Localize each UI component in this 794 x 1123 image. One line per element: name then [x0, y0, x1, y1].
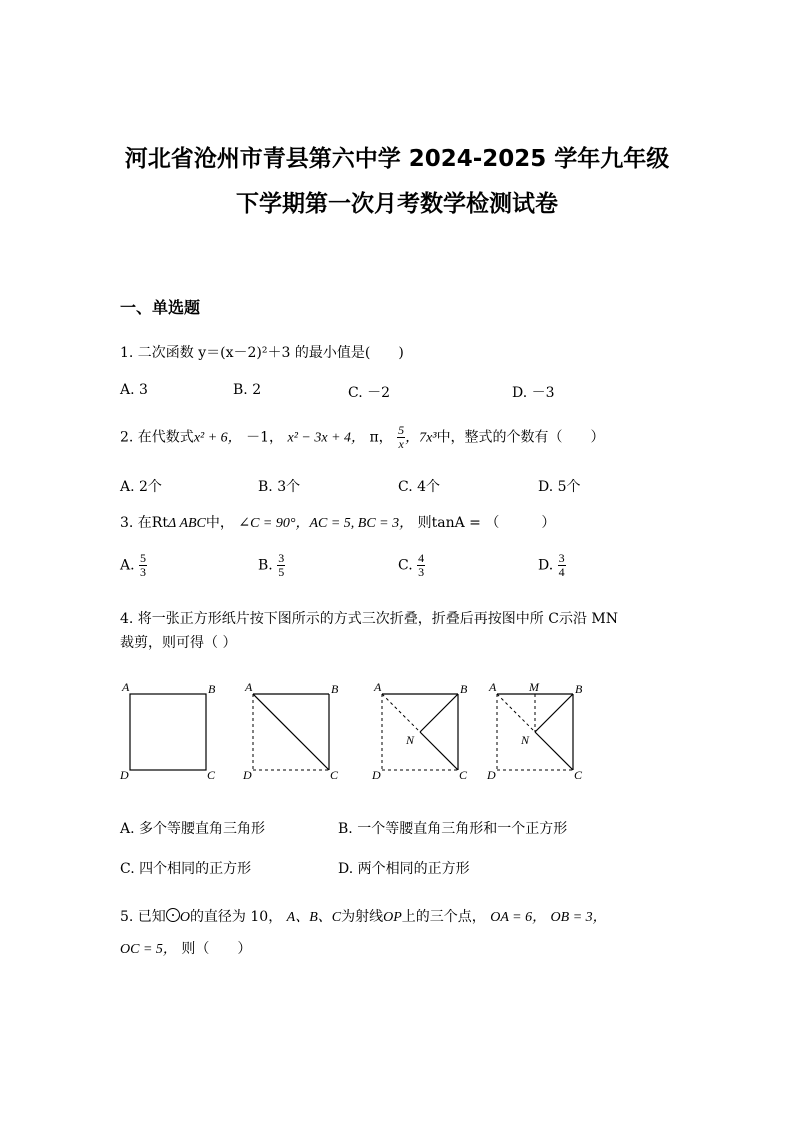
q3-option-b: [258, 552, 285, 579]
q5-prefix: 5. 已知: [120, 909, 166, 925]
circle-dot-icon: [166, 908, 180, 922]
question-2-text: [120, 424, 605, 451]
paper-title-line1: 河北省沧州市青县第六中学 2024-2025 学年九年级: [124, 146, 670, 172]
q3-option-b-fraction: [277, 552, 285, 579]
q3-condition: ∠C = 90°，AC = 5, BC = 3，: [238, 516, 414, 531]
label-m: M: [529, 680, 539, 694]
q3-option-a: [120, 552, 147, 579]
q4-option-d: D. 两个相同的正方形: [338, 861, 470, 877]
edge-nc: [535, 732, 573, 770]
q2-option-c: C. 4个: [398, 479, 441, 495]
label-b: B: [575, 682, 583, 696]
q2-option-a: A. 2个: [120, 479, 162, 495]
q1-option-c: C. －2: [348, 385, 391, 401]
q3-paren: （ ）: [485, 515, 556, 531]
label-n: N: [406, 733, 415, 747]
q5-t2: 为射线: [341, 909, 384, 925]
q3-option-d-fraction: [558, 552, 566, 579]
dashed-an: [382, 694, 420, 732]
q3-option-a-label: A.: [120, 557, 135, 574]
q5-oc: OC = 5，: [120, 942, 177, 957]
fold-figure-2: [241, 678, 346, 783]
question-4-line1: 4. 将一张正方形纸片按下图所示的方式三次折叠，折叠后再按图中所 C示沿 MN: [120, 611, 619, 627]
edge-nb: [535, 694, 573, 732]
q5-t3: 上的三个点，: [401, 909, 486, 925]
q2-option-d: D. 5个: [538, 479, 581, 495]
q3-b-num: 3: [278, 551, 285, 565]
q3-mid: 中，: [205, 515, 234, 531]
q2-suffix: 中，整式的个数有（ ）: [436, 429, 605, 446]
paper-title-line2: 下学期第一次月考数学检测试卷: [236, 191, 558, 217]
label-n: N: [521, 733, 530, 747]
label-d: D: [243, 768, 252, 782]
q5-oa: OA = 6，: [490, 910, 547, 925]
label-c: C: [207, 768, 216, 782]
q3-b-den: 5: [278, 565, 285, 579]
dashed-an: [497, 694, 535, 732]
q2-expr-2: －1，: [246, 429, 284, 446]
q5-op: OP: [383, 910, 402, 925]
label-c: C: [330, 768, 339, 782]
q2-expr-1: x² + 6，: [193, 430, 242, 446]
q1-option-b: B. 2: [233, 382, 262, 398]
fold-diagonal: [253, 694, 329, 770]
label-a: A: [245, 680, 253, 694]
q2-fraction: [397, 424, 405, 451]
label-a: A: [489, 680, 497, 694]
label-b: B: [460, 682, 468, 696]
label-d: D: [120, 768, 129, 782]
q3-c-num: 4: [418, 551, 425, 565]
q3-d-den: 4: [558, 565, 565, 579]
q2-expr-3: x² − 3x + 4，: [287, 430, 366, 446]
label-d: D: [372, 768, 381, 782]
label-a: A: [122, 680, 130, 694]
q5-points: A、B、C: [286, 910, 342, 925]
label-b: B: [331, 682, 339, 696]
q3-option-d: [538, 552, 566, 579]
label-d: D: [487, 768, 496, 782]
q3-a-num: 5: [140, 551, 147, 565]
q2-option-b: B. 3个: [258, 479, 301, 495]
q2-frac-num: 5: [398, 423, 405, 437]
question-5-line2: [120, 938, 251, 958]
q3-option-c: [398, 552, 425, 579]
q3-c-den: 3: [418, 565, 425, 579]
square-outline: [130, 694, 206, 770]
q3-a-den: 3: [140, 565, 147, 579]
q5-ob: OB = 3，: [550, 910, 607, 925]
q3-option-d-label: D.: [538, 557, 554, 574]
label-a: A: [374, 680, 382, 694]
edge-nb: [420, 694, 458, 732]
q3-option-a-fraction: [139, 552, 147, 579]
edge-nc: [420, 732, 458, 770]
q2-frac-den: x: [398, 437, 404, 451]
question-4-line2: 裁剪，则可得（ ）: [120, 635, 237, 651]
q3-d-num: 3: [558, 551, 565, 565]
q3-ask: 则tanA =: [417, 515, 481, 531]
q2-prefix: 2. 在代数式: [120, 429, 194, 446]
q4-option-a: A. 多个等腰直角三角形: [120, 821, 266, 837]
q5-t1: 的直径为 10，: [189, 909, 283, 925]
q3-option-c-fraction: [417, 552, 425, 579]
q2-expr-4: π，: [369, 429, 393, 446]
section-heading: 一、单选题: [120, 298, 201, 317]
fold-figure-1: [118, 678, 218, 783]
q5-t4: 则（ ）: [181, 941, 252, 957]
q1-option-a: A. 3: [120, 382, 148, 398]
question-5-line1: [120, 906, 607, 926]
q1-option-d: D. －3: [512, 385, 555, 401]
q3-triangle: Δ ABC: [167, 516, 206, 531]
q5-o: O: [179, 910, 190, 925]
q3-option-c-label: C.: [398, 557, 413, 574]
fold-figure-4: [485, 678, 590, 783]
question-3-text: [120, 512, 555, 532]
q4-option-b: B. 一个等腰直角三角形和一个正方形: [338, 821, 568, 837]
label-b: B: [208, 682, 216, 696]
q3-option-b-label: B.: [258, 557, 273, 574]
q4-option-c: C. 四个相同的正方形: [120, 861, 252, 877]
q3-prefix: 3. 在Rt: [120, 515, 168, 531]
label-c: C: [459, 768, 468, 782]
question-1-text: 1. 二次函数 y＝(x－2)²＋3 的最小值是( ): [120, 345, 404, 361]
label-c: C: [574, 768, 583, 782]
q2-expr-5: ，7x³: [405, 430, 437, 446]
fold-figure-3: [370, 678, 475, 783]
